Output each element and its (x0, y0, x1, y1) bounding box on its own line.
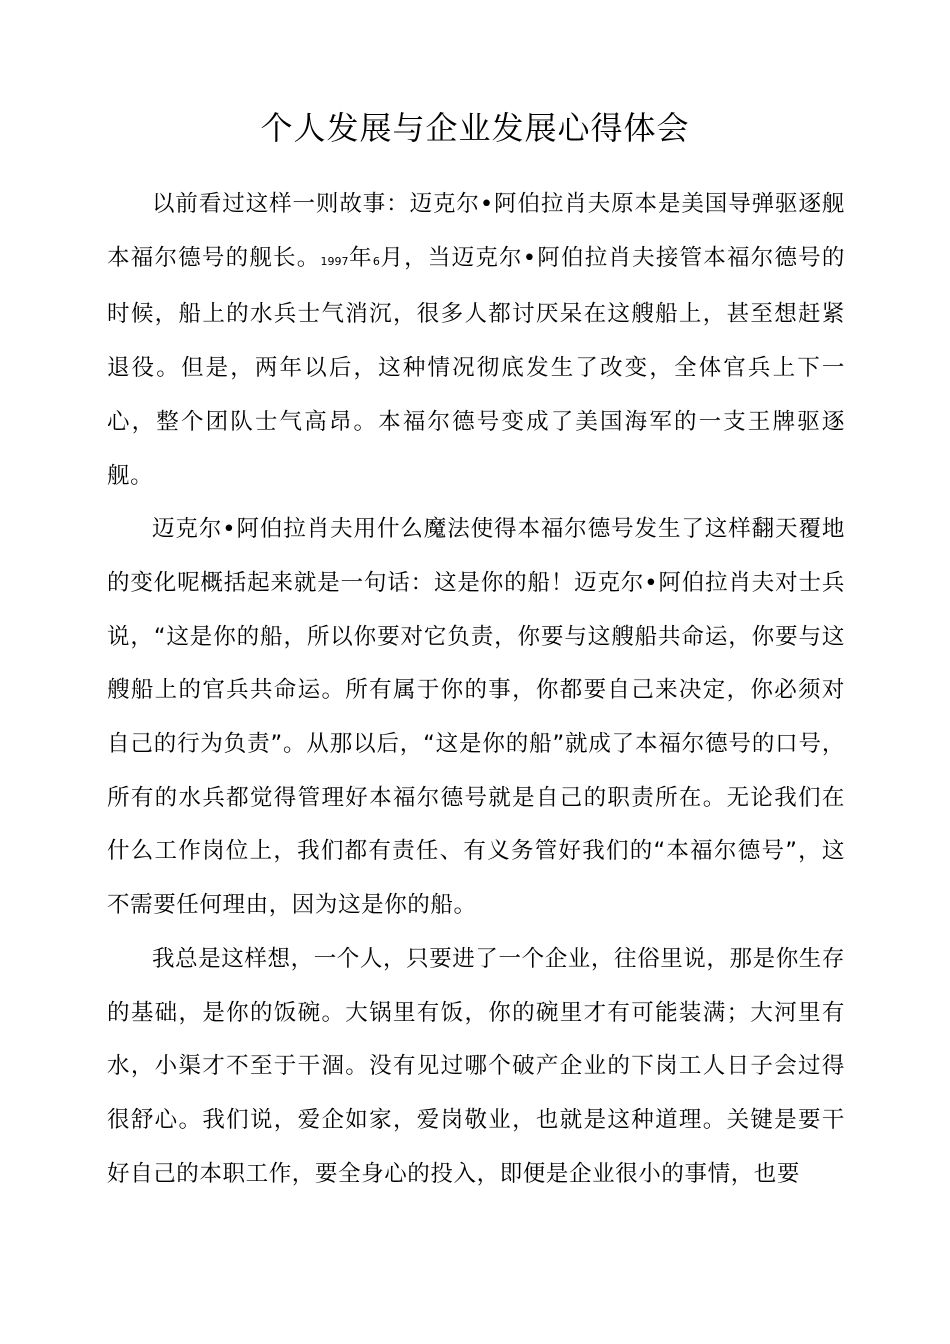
paragraph-1-text-c: 月，当迈克尔•阿伯拉肖夫接管本福尔德号的时候，船上的水兵士气消沉，很多人都讨厌呆在这艘船上，甚至想赶紧退役。但是，两年以后，这种情况彻底发生了改变，全体官兵上下一心，整个团队士气高昂。本福尔德号变成了美国海军的一支王牌驱逐舰。 (107, 244, 845, 489)
paragraph-2: 迈克尔•阿伯拉肖夫用什么魔法使得本福尔德号发生了这样翻天覆地的变化呢概括起来就是一句话：这是你的船！迈克尔•阿伯拉肖夫对士兵说，“这是你的船，所以你要对它负责，你要与这艘船共命运，你要与这艘船上的官兵共命运。所有属于你的事，你都要自己来决定，你必须对自己的行为负责”。从那以后，“这是你的船”就成了本福尔德号的口号，所有的水兵都觉得管理好本福尔德号就是自己的职责所在。无论我们在什么工作岗位上，我们都有责任、有义务管好我们的“本福尔德号”，这不需要任何理由，因为这是你的船。 (107, 516, 845, 919)
paragraph-1-text-a: 以前看过这样一则故事：迈克尔•阿伯拉肖夫原本是美国导弹驱逐舰本福尔德号的舰长。 (107, 191, 845, 271)
document-title: 个人发展与企业发展心得体会 (260, 109, 690, 147)
document-body (107, 178, 845, 1201)
month-number: 6 (372, 254, 380, 268)
year-number: 1997 (320, 254, 349, 268)
paragraph-3: 我总是这样想，一个人，只要进了一个企业，往俗里说，那是你生存的基础，是你的饭碗。大锅里有饭，你的碗里才有可能装满；大河里有水，小渠才不至于干涸。没有见过哪个破产企业的下岗工人日子会过得很舒心。我们说，爱企如家，爱岗敬业，也就是这种道理。关键是要干好自己的本职工作，要全身心的投入，即便是企业很小的事情，也要 (107, 945, 846, 1187)
paragraph-1 (107, 178, 845, 503)
paragraph-1-text-b: 年 (348, 244, 373, 271)
